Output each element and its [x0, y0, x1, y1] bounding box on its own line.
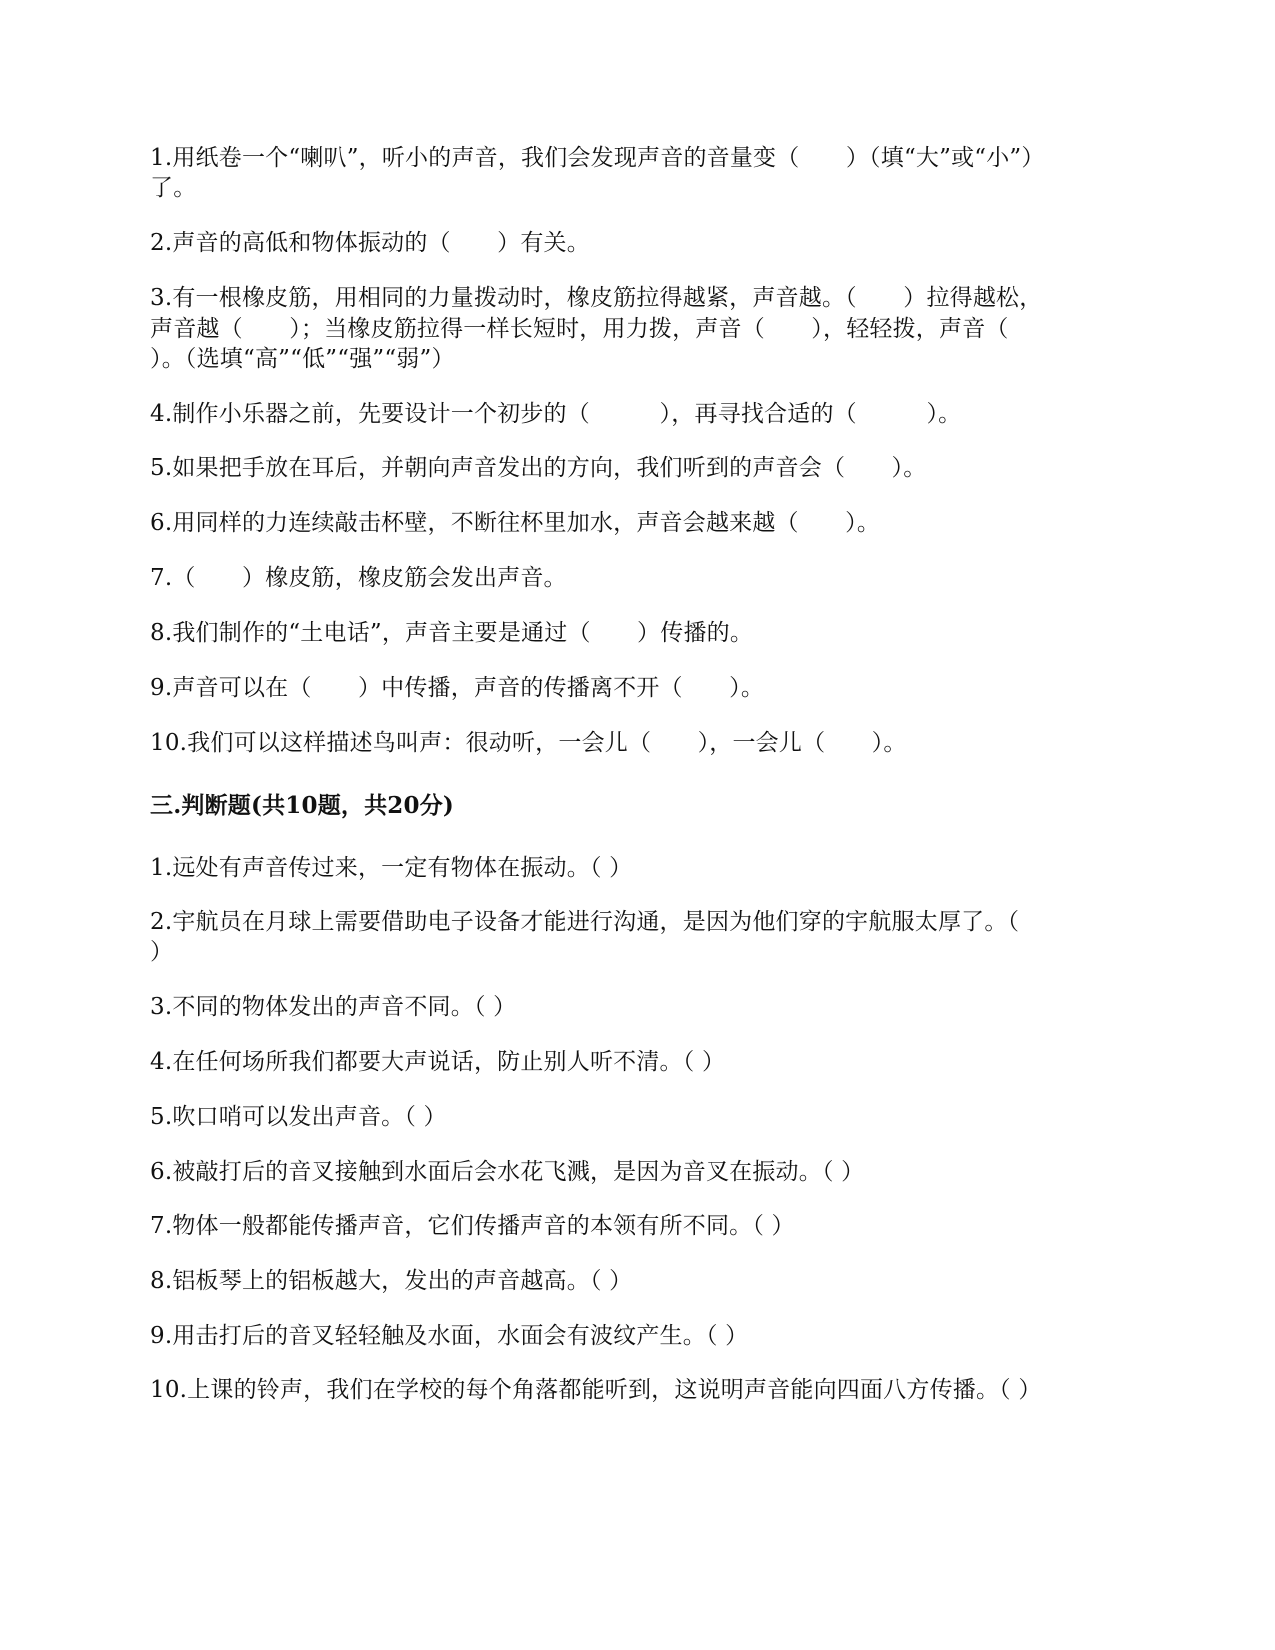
fill-question-1-line-1: 1.用纸卷一个“喇叭”，听小的声音，我们会发现声音的音量变（ ）（填“大”或“小”） [150, 145, 1045, 171]
judge-question-9: 9.用击打后的音叉轻轻触及水面，水面会有波纹产生。（ ） [150, 1323, 749, 1349]
judge-question-2-line-2: ） [150, 939, 174, 965]
judge-question-10: 10.上课的铃声，我们在学校的每个角落都能听到，这说明声音能向四面八方传播。（ ） [150, 1377, 1042, 1403]
fill-question-3-line-1: 3.有一根橡皮筋，用相同的力量拨动时，橡皮筋拉得越紧，声音越。（ ）拉得越松， [150, 285, 1043, 311]
judge-question-6: 6.被敲打后的音叉接触到水面后会水花飞溅，是因为音叉在振动。（ ） [150, 1159, 865, 1185]
judge-question-8: 8.铝板琴上的铝板越大，发出的声音越高。（ ） [150, 1268, 633, 1294]
section-heading-judgment: 三.判断题(共10题，共20分) [150, 792, 454, 819]
fill-question-4: 4.制作小乐器之前，先要设计一个初步的（ ），再寻找合适的（ ）。 [150, 401, 962, 427]
fill-question-3-line-3: ）。（选填“高”“低”“强”“弱”） [150, 346, 455, 372]
fill-question-5: 5.如果把手放在耳后，并朝向声音发出的方向，我们听到的声音会（ ）。 [150, 455, 927, 481]
fill-question-8: 8.我们制作的“土电话”，声音主要是通过（ ）传播的。 [150, 620, 754, 646]
judge-question-5: 5.吹口哨可以发出声音。（ ） [150, 1104, 447, 1130]
fill-question-10: 10.我们可以这样描述鸟叫声：很动听，一会儿（ ），一会儿（ ）。 [150, 730, 907, 756]
judge-question-2-line-1: 2.宇航员在月球上需要借助电子设备才能进行沟通，是因为他们穿的宇航服太厚了。（ [150, 909, 1020, 935]
fill-question-9: 9.声音可以在（ ）中传播，声音的传播离不开（ ）。 [150, 675, 765, 701]
fill-question-7: 7.（ ）橡皮筋，橡皮筋会发出声音。 [150, 565, 567, 591]
judge-question-4: 4.在任何场所我们都要大声说话，防止别人听不清。（ ） [150, 1049, 726, 1075]
judge-question-1: 1.远处有声音传过来，一定有物体在振动。（ ） [150, 855, 633, 881]
judge-question-3: 3.不同的物体发出的声音不同。（ ） [150, 994, 517, 1020]
fill-question-6: 6.用同样的力连续敲击杯壁，不断往杯里加水，声音会越来越（ ）。 [150, 510, 881, 536]
fill-question-1-line-2: 了。 [150, 175, 197, 201]
judge-question-7: 7.物体一般都能传播声音，它们传播声音的本领有所不同。（ ） [150, 1213, 795, 1239]
fill-question-3-line-2: 声音越（ ）；当橡皮筋拉得一样长短时，用力拨，声音（ ），轻轻拨，声音（ [150, 316, 1009, 342]
fill-question-2: 2.声音的高低和物体振动的（ ）有关。 [150, 230, 590, 256]
